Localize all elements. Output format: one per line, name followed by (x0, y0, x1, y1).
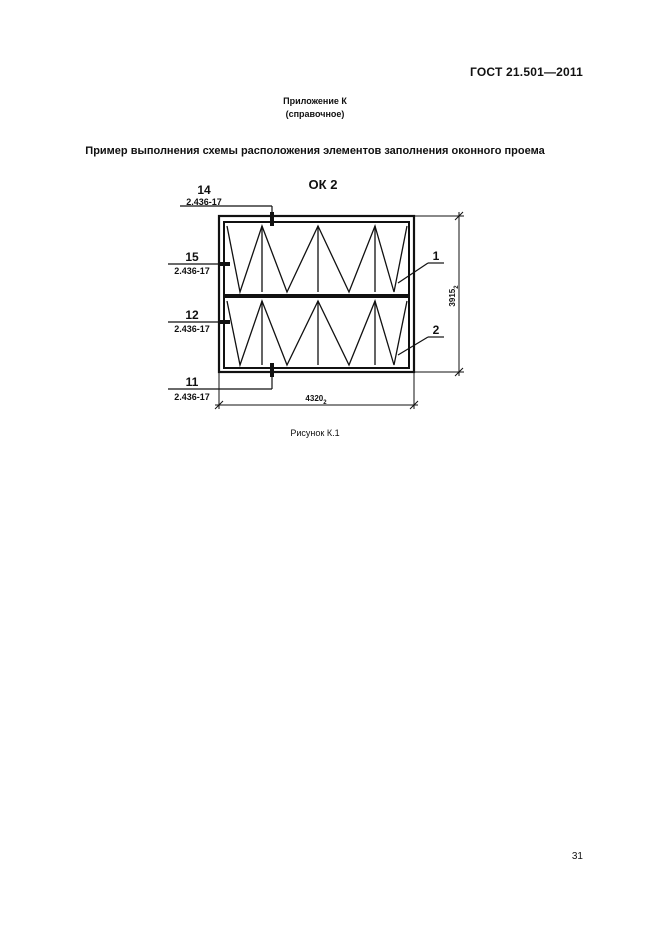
callout-15-ref: 2.436-17 (174, 266, 210, 276)
appendix-note: (справочное) (285, 109, 345, 119)
callout-11-number: 11 (185, 375, 199, 389)
window-mark: ОК 2 (308, 177, 338, 192)
lower-sash-opening-lines (227, 301, 407, 365)
width-dimension (215, 372, 418, 409)
callout-12 (168, 308, 230, 334)
position-2-label: 2 (432, 323, 440, 337)
section-title: Пример выполнения схемы расположения элементов заполнения оконного проема (85, 145, 545, 157)
callout-15-number: 15 (185, 250, 199, 264)
callout-12-number: 12 (185, 308, 199, 322)
position-2-leader (398, 323, 444, 355)
figure-caption: Рисунок К.1 (290, 428, 340, 438)
width-dimension-label: $4320_2$ (305, 394, 327, 406)
appendix-title: Приложение К (283, 96, 347, 106)
position-1-label: 1 (432, 249, 440, 263)
callout-15 (168, 250, 230, 276)
position-1-leader (398, 249, 444, 283)
callout-14-number: 14 (197, 183, 211, 197)
callout-14 (180, 183, 274, 226)
upper-sash-opening-lines (227, 226, 407, 292)
callout-14-ref: 2.436-17 (186, 197, 222, 207)
document-standard-number: ГОСТ 21.501—2011 (470, 65, 583, 79)
callout-11-ref: 2.436-17 (174, 392, 210, 402)
callout-12-ref: 2.436-17 (174, 324, 210, 334)
page-number: 31 (571, 851, 583, 862)
height-dimension-label: $3915_2$ (448, 285, 460, 307)
